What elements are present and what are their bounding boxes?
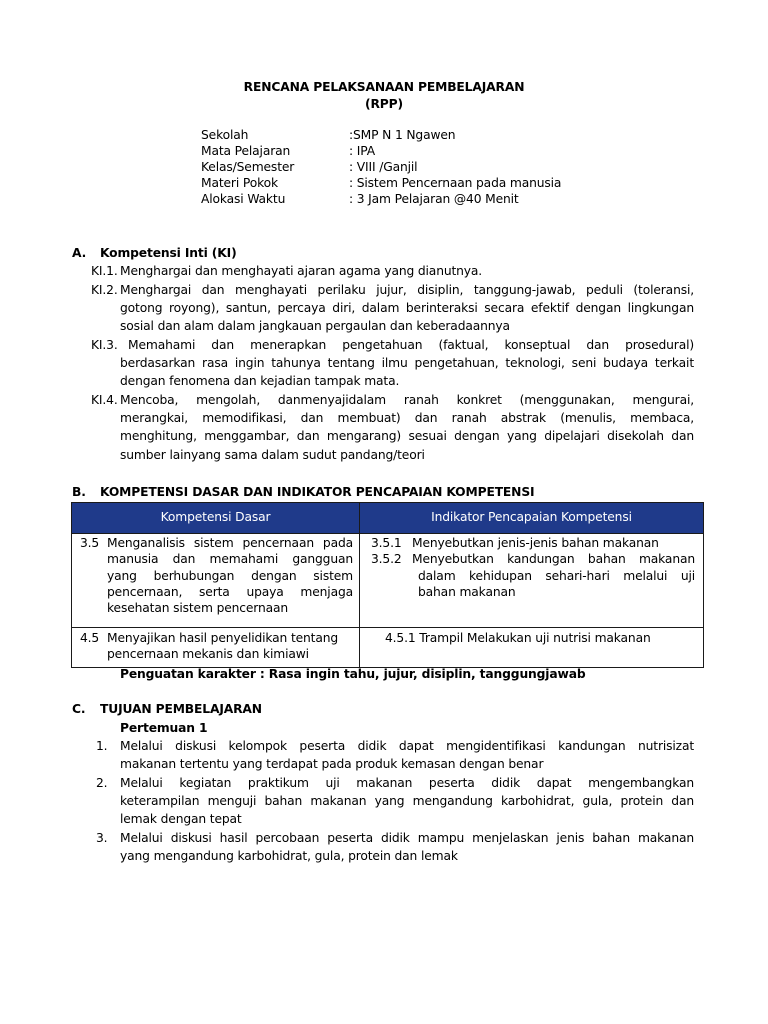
section-a-marker: A. — [72, 246, 87, 260]
ki-4-line: merangkai, memodifikasi, dan membuat) dan ranah abstrak (menulis, membaca, — [120, 411, 694, 425]
section-a-heading: Kompetensi Inti (KI) — [100, 246, 237, 260]
indikator-number: 3.5.2 — [371, 552, 402, 566]
kd-line: kesehatan sistem pencernaan — [107, 601, 289, 615]
identity-value-kelas: : VIII /Ganjil — [349, 160, 418, 174]
identity-value-alokasi: : 3 Jam Pelajaran @40 Menit — [349, 192, 519, 206]
kd-line: pencernaan mekanis dan kimiawi — [107, 647, 309, 661]
objective-line: keterampilan menguji bahan makanan yang mengandung karbohidrat, gula, protein dan — [120, 794, 694, 808]
identity-value-materi: : Sistem Pencernaan pada manusia — [349, 176, 562, 190]
indikator-cell — [360, 534, 704, 628]
ki-4-code: KI.4. — [91, 393, 118, 407]
kd-line: pencernaan, serta upaya menjaga — [107, 585, 353, 599]
table-row — [72, 534, 704, 628]
table-header-row — [72, 503, 704, 534]
kd-number: 4.5 — [80, 631, 100, 645]
document-subtitle: (RPP) — [365, 97, 403, 111]
kd-line: Menganalisis sistem pencernaan pada — [107, 536, 353, 550]
objective-line: makanan tertentu yang terdapat pada produk kemasan dengan benar — [120, 757, 544, 771]
objective-line: lemak dengan tepat — [120, 812, 242, 826]
identity-value-sekolah: :SMP N 1 Ngawen — [349, 128, 456, 142]
indikator-text: Menyebutkan jenis-jenis bahan makanan — [412, 536, 659, 550]
identity-value-mapel: : IPA — [349, 144, 375, 158]
objective-line: Melalui kegiatan praktikum uji makanan peserta didik dapat mengembangkan — [120, 776, 694, 790]
kd-line: Menyajikan hasil penyelidikan tentang — [107, 631, 339, 645]
meeting-label: Pertemuan 1 — [120, 721, 208, 735]
kd-line: manusia dan memahami gangguan — [107, 552, 353, 566]
table-header-kd: Kompetensi Dasar — [72, 503, 360, 534]
objective-line: yang mengandung karbohidrat, gula, protein dan lemak — [120, 849, 458, 863]
indikator-cell — [360, 628, 704, 668]
indikator-text: 4.5.1 Trampil Melakukan uji nutrisi makanan — [385, 631, 651, 645]
indikator-line: bahan makanan — [418, 585, 516, 599]
ki-4-line: menghitung, menggambar, dan mengarang) sesuai dengan yang dipelajari disekolah dan — [120, 429, 694, 443]
indikator-line: dalam kehidupan sehari-hari melalui uji — [418, 569, 695, 583]
objective-number: 3. — [96, 831, 108, 845]
section-b-marker: B. — [72, 485, 86, 499]
ki-2-line: sosial dan alam dalam jangkauan pergaulan dan keberadaannya — [120, 319, 510, 333]
identity-label-kelas: Kelas/Semester — [201, 160, 295, 174]
indikator-number: 3.5.1 — [371, 536, 402, 550]
ki-1-line: Menghargai dan menghayati ajaran agama yang dianutnya. — [120, 264, 483, 278]
ki-3-line: berdasarkan rasa ingin tahunya tentang ilmu pengetahuan, teknologi, seni budaya terkait — [120, 356, 694, 370]
section-b-heading: KOMPETENSI DASAR DAN INDIKATOR PENCAPAIAN KOMPETENSI — [100, 485, 535, 499]
objective-number: 2. — [96, 776, 108, 790]
indikator-line: Menyebutkan kandungan bahan makanan — [412, 552, 695, 566]
identity-label-sekolah: Sekolah — [201, 128, 249, 142]
objective-line: Melalui diskusi kelompok peserta didik dapat mengidentifikasi kandungan nutrisizat — [120, 739, 694, 753]
ki-1-code: KI.1. — [91, 264, 118, 278]
kd-line: yang berhubungan dengan sistem — [107, 569, 353, 583]
ki-3-line: dengan fenomena dan kejadian tampak mata. — [120, 374, 400, 388]
table-row — [72, 628, 704, 668]
objective-number: 1. — [96, 739, 108, 753]
kd-cell — [72, 628, 360, 668]
ki-2-code: KI.2. — [91, 283, 118, 297]
document-title: RENCANA PELAKSANAAN PEMBELAJARAN — [243, 80, 525, 94]
ki-3-code: KI.3. — [91, 338, 118, 352]
ki-2-line: gotong royong), santun, percaya diri, dalam berinteraksi secara efektif dengan lingkungan — [120, 301, 694, 315]
competency-table — [71, 502, 704, 668]
identity-label-materi: Materi Pokok — [201, 176, 278, 190]
ki-4-line: Mencoba, mengolah, danmenyajidalam ranah konkret (menggunakan, mengurai, — [120, 393, 694, 407]
penguatan-karakter: Penguatan karakter : Rasa ingin tahu, jujur, disiplin, tanggungjawab — [120, 667, 586, 681]
identity-label-alokasi: Alokasi Waktu — [201, 192, 286, 206]
identity-label-mapel: Mata Pelajaran — [201, 144, 291, 158]
objective-line: Melalui diskusi hasil percobaan peserta didik mampu menjelaskan jenis bahan makanan — [120, 831, 694, 845]
kd-number: 3.5 — [80, 536, 100, 550]
table-header-indikator: Indikator Pencapaian Kompetensi — [360, 503, 704, 534]
section-c-marker: C. — [72, 702, 86, 716]
section-c-heading: TUJUAN PEMBELAJARAN — [100, 702, 262, 716]
kd-cell — [72, 534, 360, 628]
ki-4-line: sumber lainyang sama dalam sudut pandang/teori — [120, 448, 425, 462]
ki-3-line: Memahami dan menerapkan pengetahuan (faktual, konseptual dan prosedural) — [128, 338, 694, 352]
ki-2-line: Menghargai dan menghayati perilaku jujur, disiplin, tanggung-jawab, peduli (toleransi, — [120, 283, 694, 297]
